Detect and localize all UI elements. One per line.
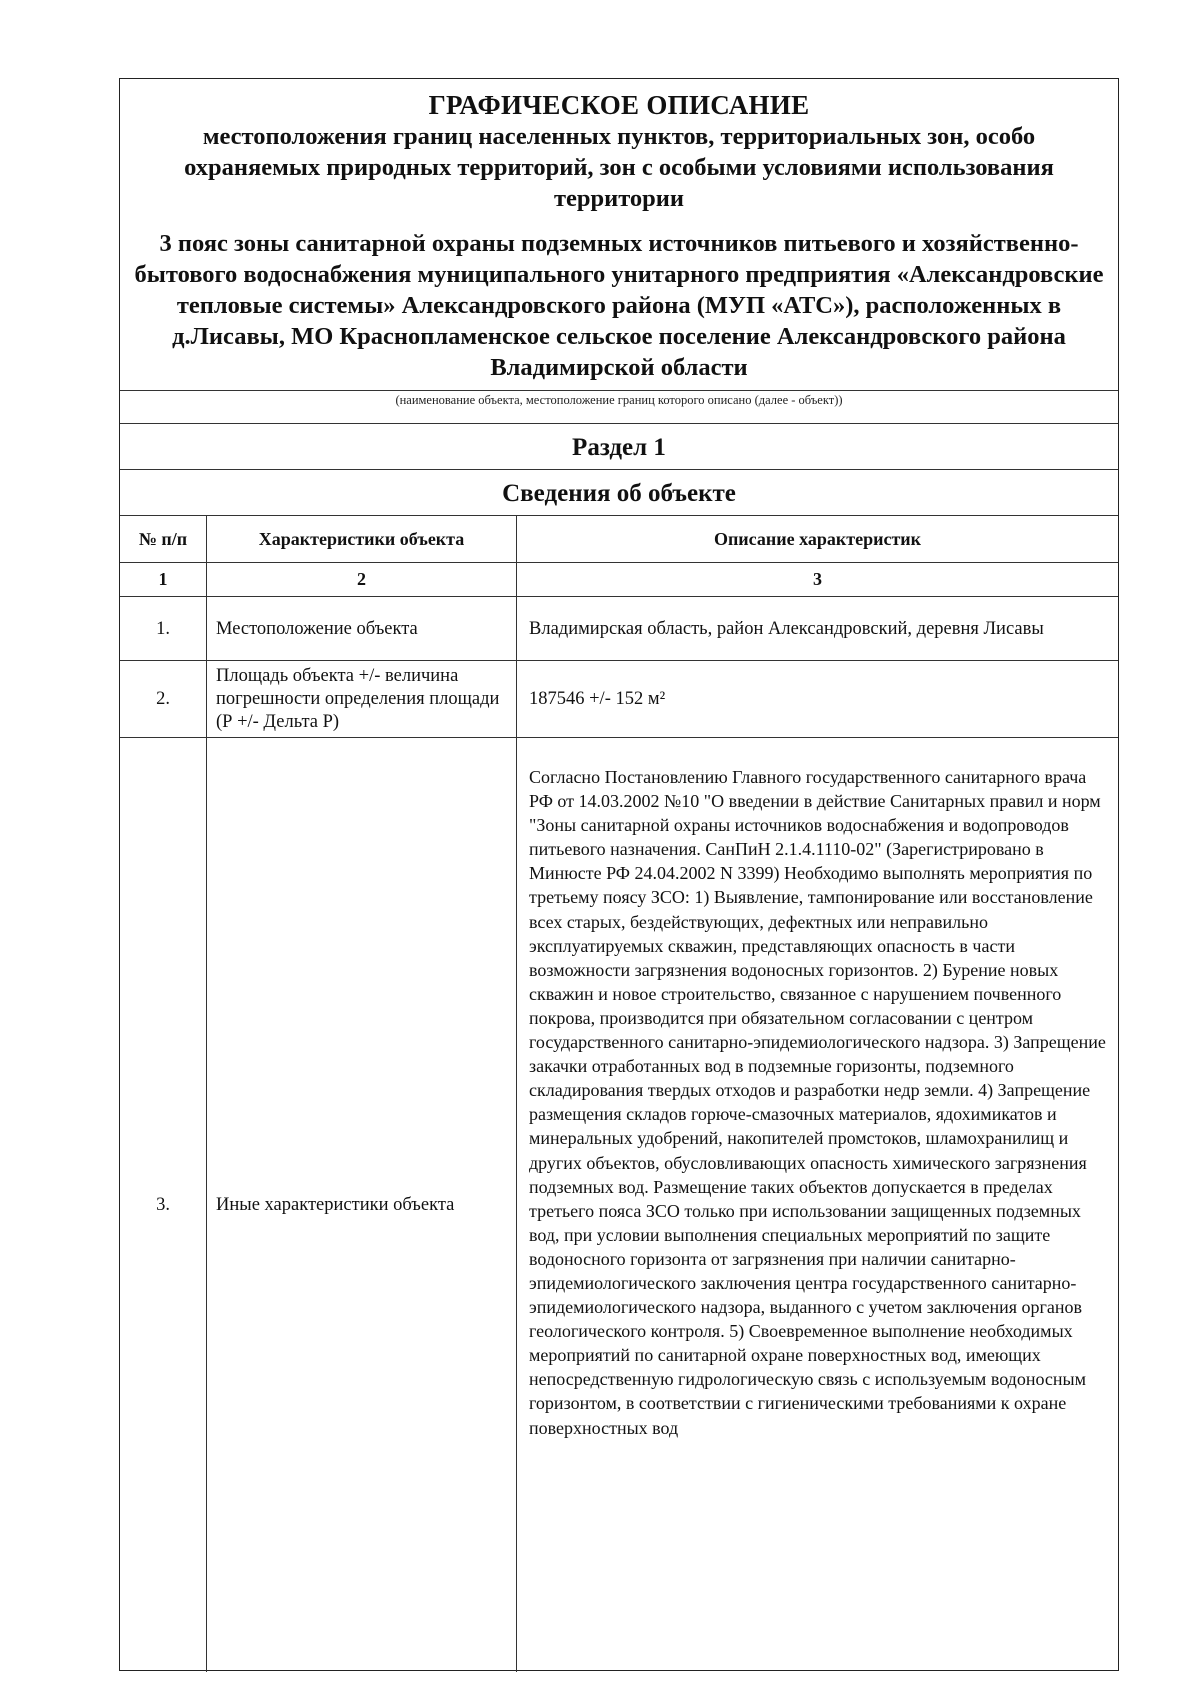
divider (120, 423, 1118, 424)
document-title: ГРАФИЧЕСКОЕ ОПИСАНИЕ (428, 90, 810, 120)
table-row (120, 660, 1118, 737)
column-number: 3 (516, 563, 1118, 596)
table-row (120, 737, 1118, 1672)
row-description: Владимирская область, район Александровский, деревня Лисавы (516, 597, 1118, 660)
document-header (120, 79, 1118, 390)
row-description: 187546 +/- 152 м² (516, 661, 1118, 737)
column-header-characteristic: Характеристики объекта (206, 516, 516, 562)
column-number: 2 (206, 563, 516, 596)
object-name-caption: (наименование объекта, местоположение границ которого описано (далее - объект)) (395, 393, 843, 407)
document-subtitle: местоположения границ населенных пунктов, территориальных зон, особо охраняемых природных территорий, зон с особыми условиями использования территории (184, 123, 1054, 212)
section-title: Раздел 1 (572, 434, 666, 461)
column-number-row (120, 562, 1118, 596)
table-row (120, 596, 1118, 660)
column-number: 1 (158, 569, 168, 589)
row-description: Согласно Постановлению Главного государственного санитарного врача РФ от 14.03.2002 №10 "О введении в действие Санитарных правил и норм "Зоны санитарной охраны источников водоснабжения и водопроводов питьевого назначения. СанПиН 2.1.4.1110-02" (Зарегистрировано в Минюсте РФ 24.04.2002 N 3399) Необходимо выполнять мероприятия по третьему поясу ЗСО: 1) Выявление, тампонирование или восстановление всех старых, бездействующих, дефектных или неправильно эксплуатируемых скважин, представляющих опасность в части возможности загрязнения водоносных горизонтов. 2) Бурение новых скважин и новое строительство, связанное с нарушением почвенного покрова, производится при обязательном согласовании с центром государственного санитарно-эпидемиологического надзора. 3) Запрещение закачки отработанных вод в подземные горизонты, подземного складирования твердых отходов и разработки недр земли. 4) Запрещение размещения складов горюче-смазочных материалов, ядохимикатов и минеральных удобрений, накопителей промстоков, шламохранилищ и других объектов, обусловливающих опасность химического загрязнения подземных вод. Размещение таких объектов допускается в пределах третьего пояса ЗСО только при использовании защищенных подземных вод, при условии выполнения специальных мероприятий по защите водоносного горизонта от загрязнения при наличии санитарно-эпидемиологического заключения центра государственного санитарно-эпидемиологического надзора, выданного с учетом заключения органов геологического контроля. 5) Своевременное выполнение необходимых мероприятий по санитарной охране поверхностных вод, имеющих непосредственную гидрологическую связь с используемым водоносным горизонтом, в соответствии с гигиеническими требованиями к охране поверхностных вод (529, 767, 1106, 1438)
row-description-cell (516, 738, 1118, 1672)
row-characteristic: Местоположение объекта (206, 597, 516, 660)
row-number: 3. (156, 1195, 170, 1215)
column-header-description: Описание характеристик (516, 516, 1118, 562)
document-frame (119, 78, 1119, 1671)
row-characteristic: Иные характеристики объекта (206, 738, 516, 1672)
divider (120, 469, 1118, 470)
section-subtitle: Сведения об объекте (502, 480, 736, 507)
row-number: 1. (156, 618, 170, 639)
object-name: 3 пояс зоны санитарной охраны подземных источников питьевого и хозяйственно-бытового водоснабжения муниципального унитарного предприятия «Александровские тепловые системы» Александровского района (МУП «АТС»), расположенных в д.Лисавы, МО Краснопламенское сельское поселение Александровского района Владимирской области (134, 230, 1104, 381)
column-header-num: № п/п (138, 528, 188, 549)
row-number: 2. (156, 689, 170, 709)
table-header-row (120, 515, 1118, 562)
caption-underline (120, 390, 1118, 391)
row-characteristic: Площадь объекта +/- величина погрешности определения площади (Р +/- Дельта Р) (206, 661, 516, 737)
